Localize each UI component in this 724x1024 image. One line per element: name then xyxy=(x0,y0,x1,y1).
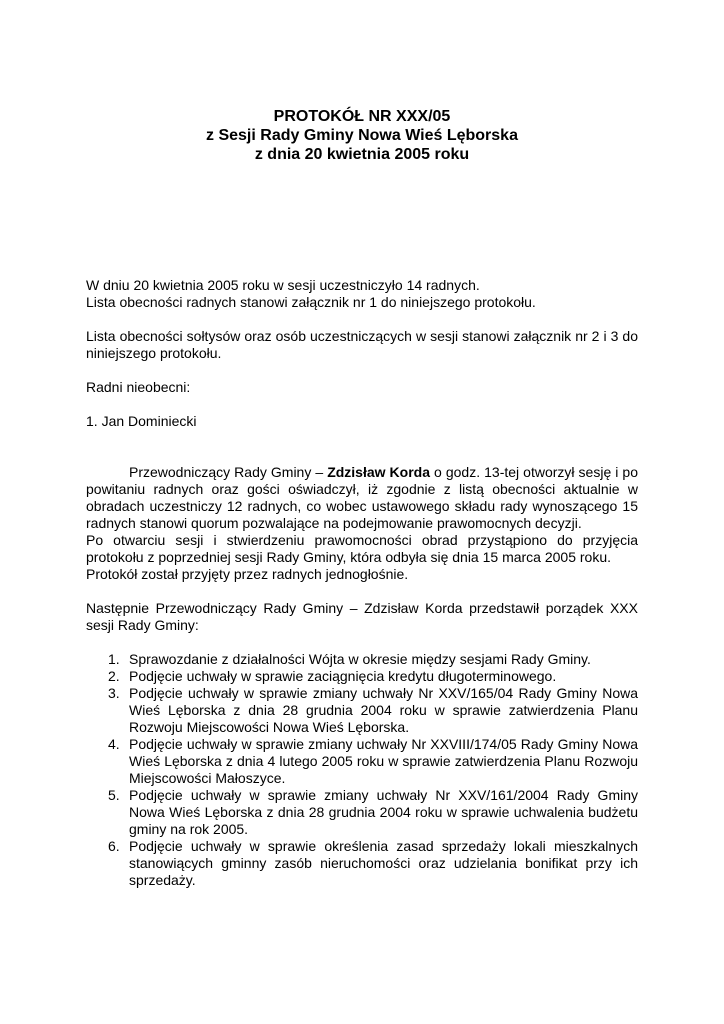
agenda-item xyxy=(86,651,638,668)
agenda-list xyxy=(86,651,638,889)
agenda-item-number: 2. xyxy=(108,668,120,684)
document-body xyxy=(86,277,638,889)
document-title xyxy=(0,107,724,164)
absent-heading: Radni nieobecni: xyxy=(86,379,191,395)
agenda-item-number: 6. xyxy=(108,838,120,854)
agenda-item xyxy=(86,668,638,685)
agenda-item-text: Podjęcie uchwały w sprawie zmiany uchwały Nr XXVIII/174/05 Rady Gminy Nowa Wieś Lęborska z dnia 4 lutego 2005 roku w sprawie zatwierdzenia Planu Rozwoju Miejscowości Małoszyce. xyxy=(129,736,638,786)
opening-post: o godz. 13-tej otworzył sesję i po powitaniu radnych oraz gości oświadczył, iż zgodnie z listą obecności aktualnie w obradach uczestniczy 12 radnych, co wobec ustawowego składu rady wynoszącego 15 radnych stanowi quorum pozwalające na podejmowanie prawomocnych decyzji. xyxy=(86,464,638,531)
agenda-item-number: 1. xyxy=(108,651,120,667)
agenda-item-number: 4. xyxy=(108,736,120,752)
opening-paragraph xyxy=(86,464,638,532)
agenda-item-text: Podjęcie uchwały w sprawie zmiany uchwały Nr XXV/165/04 Rady Gminy Nowa Wieś Lęborska z dnia 28 grudnia 2004 roku w sprawie zatwierdzenia Planu Rozwoju Miejscowości Nowa Wieś Lęborska. xyxy=(129,685,638,735)
title-protocol-number: PROTOKÓŁ NR XXX/05 xyxy=(273,108,451,125)
protocol-acceptance-paragraph: Po otwarciu sesji i stwierdzeniu prawomocności obrad przystąpiono do przyjęcia protokołu z poprzedniej sesji Rady Gminy, która odbyła się dnia 15 marca 2005 roku. xyxy=(86,532,638,565)
opening-pre: Przewodniczący Rady Gminy – xyxy=(129,464,328,480)
agenda-item-number: 3. xyxy=(108,685,120,701)
agenda-item xyxy=(86,838,638,889)
agenda-item-text: Podjęcie uchwały w sprawie zaciągnięcia kredytu długoterminowego. xyxy=(129,668,557,684)
chair-name: Zdzisław Korda xyxy=(327,464,431,480)
absent-item: 1. Jan Dominiecki xyxy=(86,413,197,429)
title-session: z Sesji Rady Gminy Nowa Wieś Lęborska xyxy=(206,127,518,144)
title-date: z dnia 20 kwietnia 2005 roku xyxy=(254,146,470,163)
protocol-vote-result: Protokół został przyjęty przez radnych jednogłośnie. xyxy=(86,566,409,582)
agenda-item-number: 5. xyxy=(108,787,120,803)
agenda-item xyxy=(86,787,638,838)
agenda-intro: Następnie Przewodniczący Rady Gminy – Zdzisław Korda przedstawił porządek XXX sesji Rady Gminy: xyxy=(86,600,638,633)
attendance-count: W dniu 20 kwietnia 2005 roku w sesji uczestniczyło 14 radnych. xyxy=(86,277,480,293)
agenda-item xyxy=(86,685,638,736)
agenda-item xyxy=(86,736,638,787)
agenda-item-text: Podjęcie uchwały w sprawie zmiany uchwały Nr XXV/161/2004 Rady Gminy Nowa Wieś Lęborska z dnia 28 grudnia 2004 roku w sprawie uchwalenia budżetu gminy na rok 2005. xyxy=(129,787,638,837)
attendance-list-note: Lista obecności radnych stanowi załącznik nr 1 do niniejszego protokołu. xyxy=(86,294,536,310)
agenda-item-text: Sprawozdanie z działalności Wójta w okresie między sesjami Rady Gminy. xyxy=(129,651,591,667)
agenda-item-text: Podjęcie uchwały w sprawie określenia zasad sprzedaży lokali mieszkalnych stanowiących gminny zasób nieruchomości oraz udzielania bonifikat przy ich sprzedaży. xyxy=(129,838,638,888)
attendance-attachments-note: Lista obecności sołtysów oraz osób uczestniczących w sesji stanowi załącznik nr 2 i 3 do niniejszego protokołu. xyxy=(86,328,638,361)
